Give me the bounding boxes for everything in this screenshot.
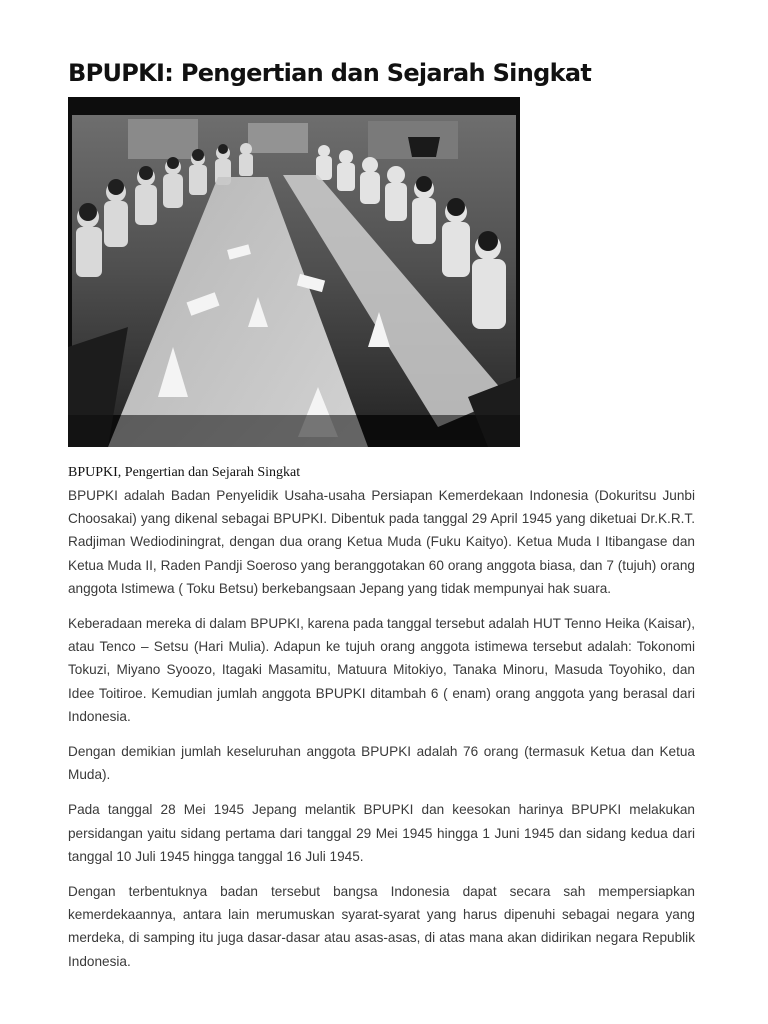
paragraph: Dengan demikian jumlah keseluruhan anggota BPUPKI adalah 76 orang (termasuk Ketua dan Ketua Muda). [68, 744, 695, 783]
paragraph: Pada tanggal 28 Mei 1945 Jepang melantik BPUPKI dan keesokan harinya BPUPKI melakukan persidangan yaitu sidang pertama dari tanggal 29 Mei 1945 hingga 1 Juni 1945 dan sidang kedua dari tanggal 10 Juli 1945 hingga tanggal 16 Juli 1945. [68, 802, 695, 864]
paragraph: Keberadaan mereka di dalam BPUPKI, karena pada tanggal tersebut adalah HUT Tenno Heika (Kaisar), atau Tenco – Setsu (Hari Mulia). Adapun ke tujuh orang anggota istimewa tersebut adalah: Tokonomi Tokuzi, Miyano Syoozo, Itagaki Masamitu, Matuura Mitokiyo, Tanaka Minoru, Masuda Toyohiko, dan Idee Toitiroe. Kemudian jumlah anggota BPUPKI ditambah 6 ( enam) orang anggota yang berasal dari Indonesia. [68, 616, 695, 724]
paragraph: Dengan terbentuknya badan tersebut bangsa Indonesia dapat secara sah mempersiapkan kemerdekaannya, antara lain merumuskan syarat-syarat yang harus dipenuhi sebagai negara yang merdeka, di samping itu juga dasar-dasar atau asas-asas, di atas mana akan didirikan negara Republik Indonesia. [68, 884, 695, 969]
article-photo [68, 97, 520, 447]
meeting-photo-image [68, 97, 520, 447]
paragraph: BPUPKI adalah Badan Penyelidik Usaha-usaha Persiapan Kemerdekaan Indonesia (Dokuritsu Junbi Choosakai) yang dikenal sebagai BPUPKI. Dibentuk pada tanggal 29 April 1945 yang diketuai Dr.K.R.T. Radjiman Wediodiningrat, dengan dua orang Ketua Muda (Fuku Kaityo). Ketua Muda I Itibangase dan Ketua Muda II, Raden Pandji Soeroso yang beranggotakan 60 orang anggota biasa, dan 7 (tujuh) orang anggota Istimewa ( Toku Betsu) berkebangsaan Jepang yang tidak mempunyai hak suara. [68, 488, 695, 596]
article-body [68, 484, 695, 985]
image-caption: BPUPKI, Pengertian dan Sejarah Singkat [68, 465, 301, 480]
article-title: BPUPKI: Pengertian dan Sejarah Singkat [68, 59, 592, 87]
